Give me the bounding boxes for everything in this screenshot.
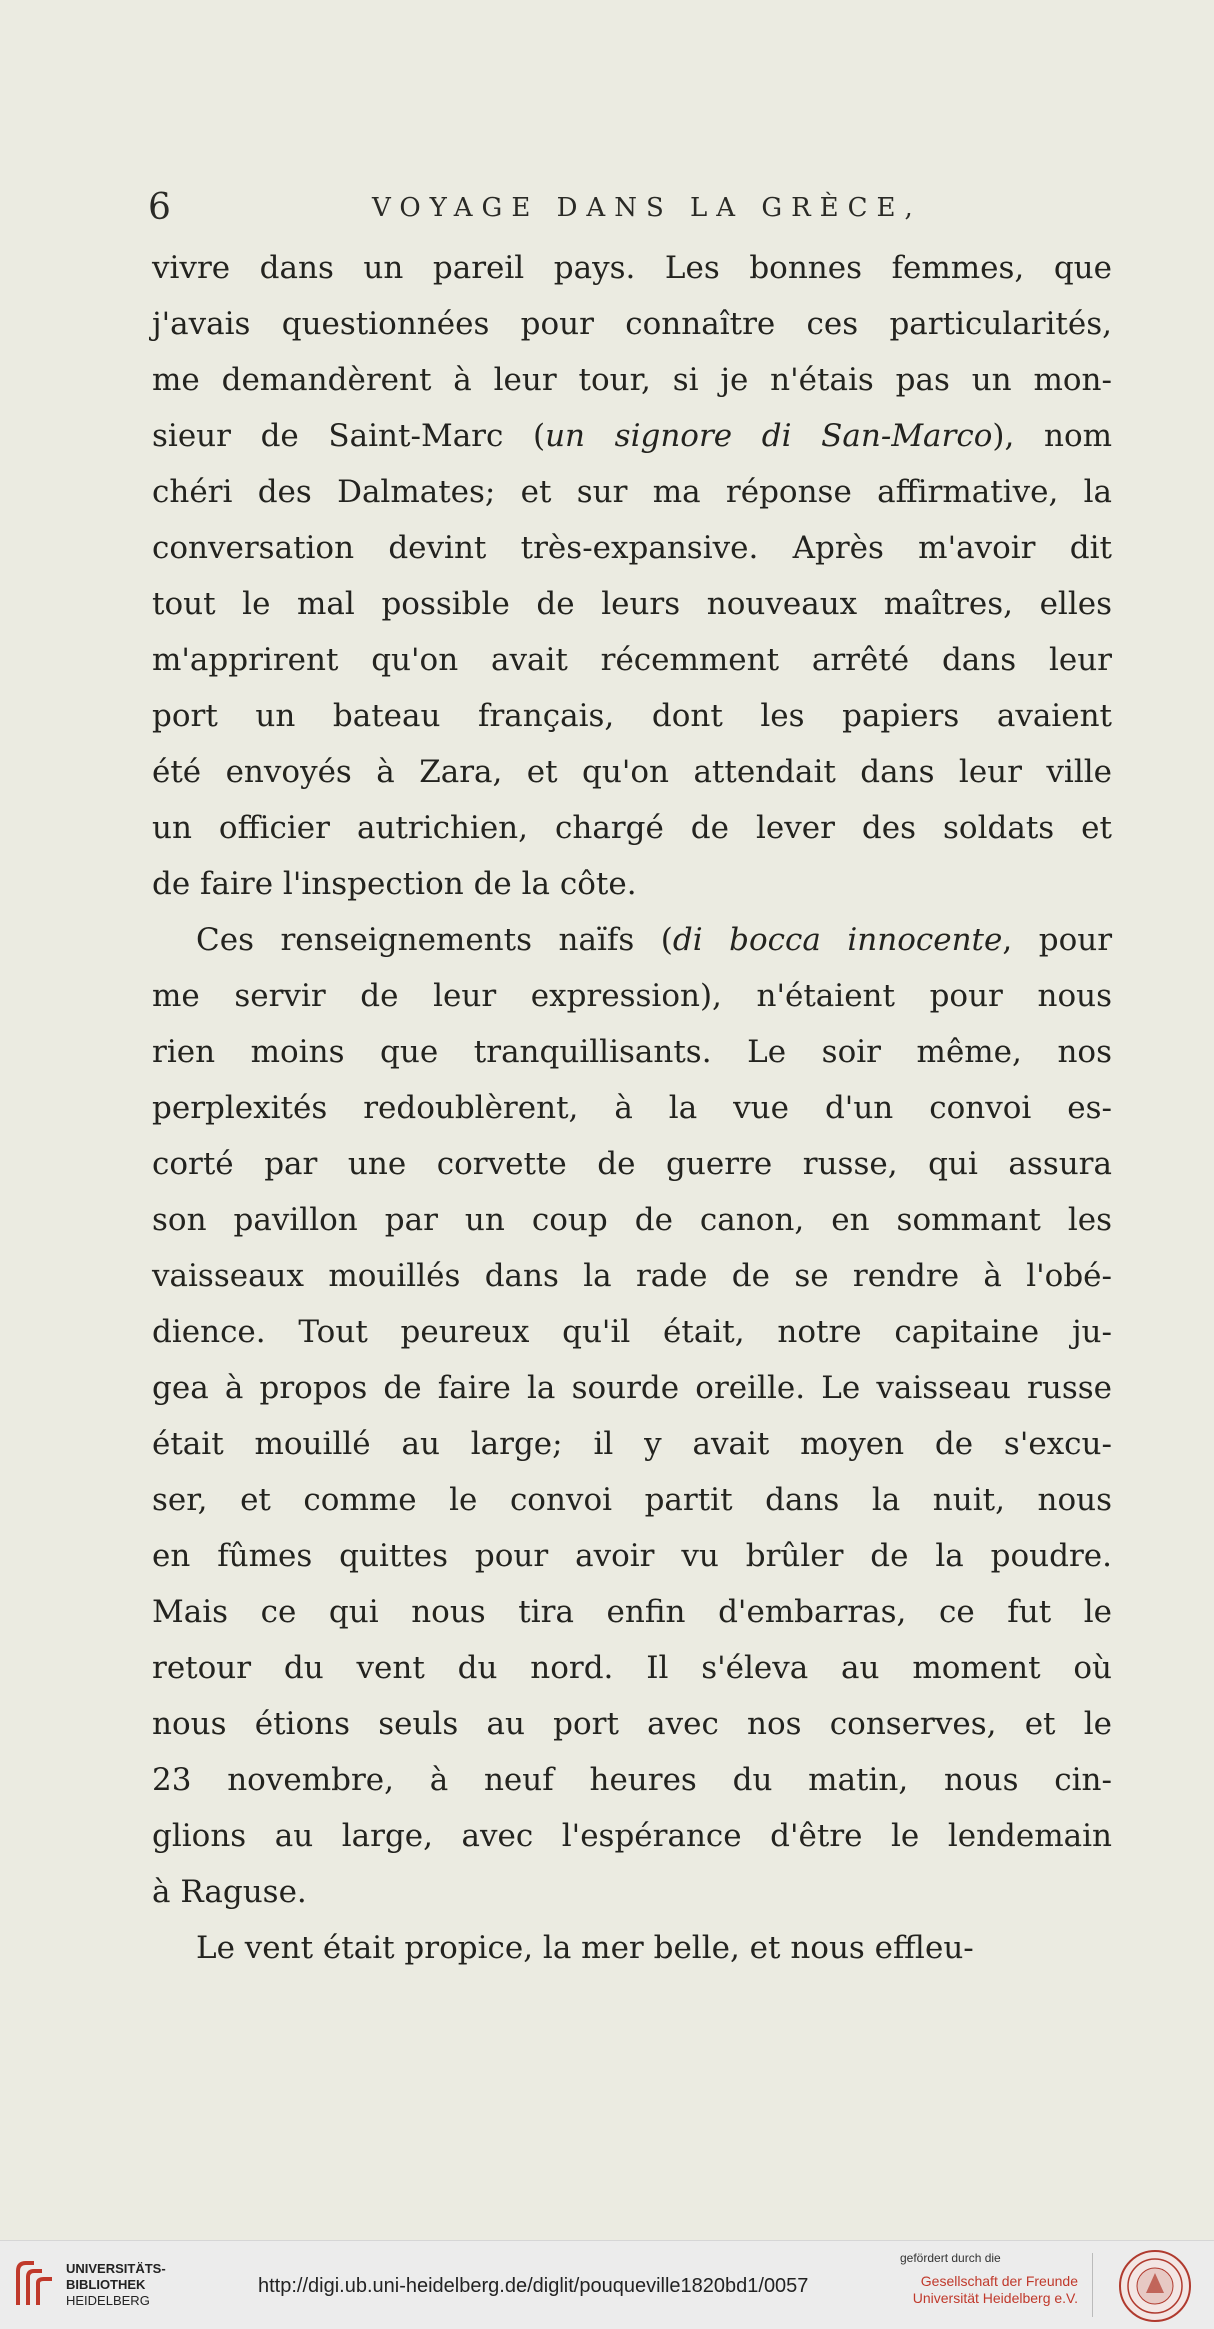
text-line	[152, 1864, 1112, 1920]
text-line	[152, 1752, 1112, 1808]
sponsor-label: gefördert durch die	[900, 2251, 1001, 2265]
text-segment: ser, et comme le convoi partit dans la nuit, nous	[152, 1482, 1112, 1518]
text-segment: port un bateau français, dont les papiers avaient	[152, 698, 1112, 734]
text-segment: un officier autrichien, chargé de lever des soldats et	[152, 810, 1112, 846]
text-segment: retour du vent du nord. Il s'éleva au moment où	[152, 1650, 1112, 1686]
body-text	[152, 240, 1112, 1976]
text-segment: sieur de Saint-Marc (	[152, 418, 546, 454]
page-header	[148, 186, 1108, 230]
text-segment: glions au large, avec l'espérance d'être le lendemain	[152, 1818, 1112, 1854]
text-segment: en fûmes quittes pour avoir vu brûler de la poudre.	[152, 1538, 1112, 1574]
italic-text: un signore di San-Marco	[545, 418, 993, 454]
text-segment: perplexités redoublèrent, à la vue d'un convoi es-	[152, 1090, 1112, 1126]
text-line	[152, 352, 1112, 408]
permalink-url[interactable]: http://digi.ub.uni-heidelberg.de/diglit/pouqueville1820bd1/0057	[258, 2275, 809, 2297]
text-segment: chéri des Dalmates; et sur ma réponse affirmative, la	[152, 474, 1112, 510]
text-line	[152, 1024, 1112, 1080]
library-name	[66, 2261, 166, 2309]
sponsor-name-line-2: Universität Heidelberg e.V.	[912, 2290, 1078, 2306]
text-segment: gea à propos de faire la sourde oreille. Le vaisseau russe	[152, 1370, 1112, 1406]
text-line	[152, 408, 1112, 464]
text-segment: Mais ce qui nous tira enfin d'embarras, ce fut le	[152, 1594, 1112, 1630]
page-number: 6	[148, 187, 171, 228]
text-segment: dience. Tout peureux qu'il était, notre capitaine ju-	[152, 1314, 1112, 1350]
text-line	[152, 576, 1112, 632]
text-segment: vaisseaux mouillés dans la rade de se rendre à l'obé-	[152, 1258, 1112, 1294]
text-line	[152, 296, 1112, 352]
text-segment: me servir de leur expression), n'étaient pour nous	[152, 978, 1112, 1014]
italic-text: di bocca innocente	[672, 922, 1003, 958]
text-segment: nous étions seuls au port avec nos conserves, et le	[152, 1706, 1112, 1742]
text-segment: à Raguse.	[152, 1874, 307, 1910]
text-segment: été envoyés à Zara, et qu'on attendait dans leur ville	[152, 754, 1112, 790]
text-segment: tout le mal possible de leurs nouveaux maîtres, elles	[152, 586, 1112, 622]
footer-divider	[1092, 2253, 1093, 2317]
library-name-line-2: BIBLIOTHEK	[66, 2277, 146, 2292]
text-segment: corté par une corvette de guerre russe, qui assura	[152, 1146, 1112, 1182]
text-segment: de faire l'inspection de la côte.	[152, 866, 637, 902]
text-line	[152, 1248, 1112, 1304]
text-segment: 23 novembre, à neuf heures du matin, nous cin-	[152, 1762, 1112, 1798]
text-segment: son pavillon par un coup de canon, en sommant les	[152, 1202, 1112, 1238]
text-line	[152, 744, 1112, 800]
text-line	[152, 1136, 1112, 1192]
text-line	[152, 688, 1112, 744]
text-line	[152, 1080, 1112, 1136]
text-line	[152, 1696, 1112, 1752]
running-head: VOYAGE DANS LA GRÈCE,	[372, 193, 922, 223]
footer-bar	[0, 2240, 1214, 2329]
library-name-line-1: UNIVERSITÄTS-	[66, 2261, 166, 2276]
text-segment: me demandèrent à leur tour, si je n'étais pas un mon-	[152, 362, 1112, 398]
sponsor-name-line-1: Gesellschaft der Freunde	[920, 2273, 1078, 2289]
text-segment: , pour	[1002, 922, 1113, 958]
university-library-logo-icon[interactable]	[14, 2259, 56, 2309]
text-line	[152, 968, 1112, 1024]
text-line	[152, 1192, 1112, 1248]
text-segment: ), nom	[992, 418, 1113, 454]
text-segment: Ces renseignements naïfs (	[196, 922, 673, 958]
text-line	[152, 1360, 1112, 1416]
text-segment: Le vent était propice, la mer belle, et nous effleu-	[196, 1930, 974, 1966]
text-segment: rien moins que tranquillisants. Le soir même, nos	[152, 1034, 1112, 1070]
text-line	[152, 1584, 1112, 1640]
text-line	[152, 800, 1112, 856]
text-line	[152, 1304, 1112, 1360]
text-line	[152, 240, 1112, 296]
text-line	[152, 1640, 1112, 1696]
text-line	[152, 1416, 1112, 1472]
text-line	[152, 1528, 1112, 1584]
library-name-line-3: HEIDELBERG	[66, 2293, 150, 2308]
sponsor-block	[900, 2251, 1120, 2307]
text-segment: conversation devint très-expansive. Après m'avoir dit	[152, 530, 1112, 566]
text-line	[152, 1920, 1112, 1976]
text-line	[152, 1808, 1112, 1864]
text-line	[152, 1472, 1112, 1528]
text-segment: j'avais questionnées pour connaître ces particularités,	[152, 306, 1112, 342]
text-line	[152, 464, 1112, 520]
text-line	[152, 520, 1112, 576]
text-segment: vivre dans un pareil pays. Les bonnes femmes, que	[152, 250, 1112, 286]
text-segment: était mouillé au large; il y avait moyen de s'excu-	[152, 1426, 1112, 1462]
text-line	[152, 632, 1112, 688]
text-segment: m'apprirent qu'on avait récemment arrêté dans leur	[152, 642, 1112, 678]
text-line	[152, 912, 1112, 968]
university-seal-icon[interactable]	[1118, 2249, 1192, 2323]
text-line	[152, 856, 1112, 912]
